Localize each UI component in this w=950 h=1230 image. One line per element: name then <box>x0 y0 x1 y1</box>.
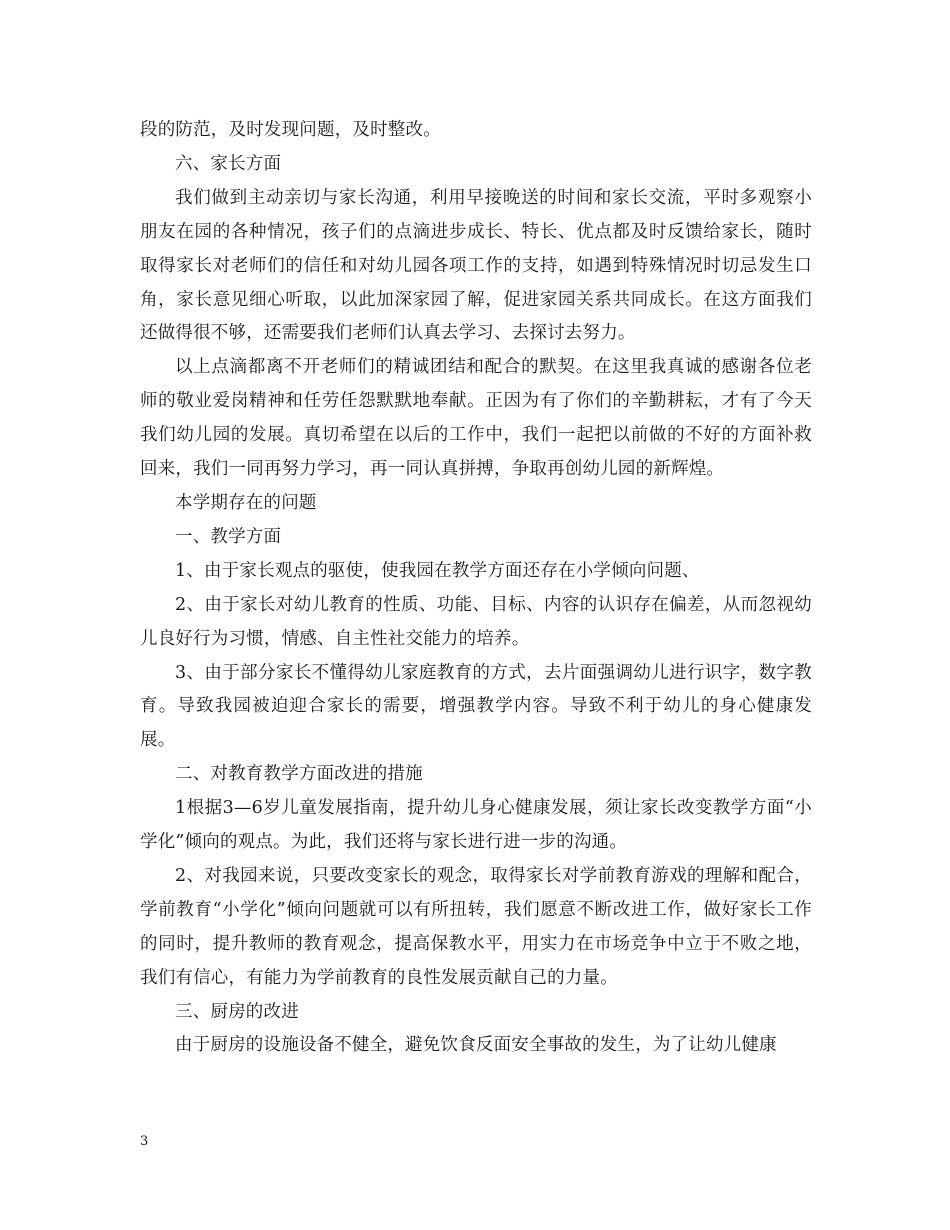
section-heading-measures: 二、对教育教学方面改进的措施 <box>175 764 423 785</box>
section-heading-teaching: 一、教学方面 <box>175 526 282 547</box>
section-heading-problems: 本学期存在的问题 <box>175 492 317 513</box>
list-item: 1、由于家长观点的驱使，使我园在教学方面还存在小学倾向问题、 <box>175 560 700 581</box>
list-item: 1根据3—6岁儿童发展指南，提升幼儿身心健康发展，须让家长改变教学方面“小学化”倾向的观点。为此，我们还将与家长进行进一步的沟通。 <box>140 798 812 853</box>
paragraph: 我们做到主动亲切与家长沟通，利用早接晚送的时间和家长交流，平时多观察小朋友在园的各种情况，孩子们的点滴进步成长、特长、优点都及时反馈给家长，随时取得家长对老师们的信任和对幼儿园各项工作的支持，如遇到特殊情况时切忌发生口角，家长意见细心听取，以此加深家园了解，促进家园关系共同成长。在这方面我们还做得很不够，还需要我们老师们认真去学习、去探讨去努力。 <box>140 187 812 344</box>
list-item: 2、对我园来说，只要改变家长的观念，取得家长对学前教育游戏的理解和配合，学前教育“小学化”倾向问题就可以有所扭转，我们愿意不断改进工作，做好家长工作的同时，提升教师的教育观念，提高保教水平，用实力在市场竞争中立于不败之地，我们有信心，有能力为学前教育的良性发展贡献自己的力量。 <box>140 865 812 988</box>
section-heading-parents: 六、家长方面 <box>175 153 282 174</box>
paragraph: 段的防范，及时发现问题，及时整改。 <box>140 120 441 140</box>
page-number: 3 <box>140 1134 149 1149</box>
paragraph: 以上点滴都离不开老师们的精诚团结和配合的默契。在这里我真诚的感谢各位老师的敬业爱岗精神和任劳任怨默默地奉献。正因为有了你们的辛勤耕耘，才有了今天我们幼儿园的发展。真切希望在以后的工作中，我们一起把以前做的不好的方面补救回来，我们一同再努力学习，再一同认真拼搏，争取再创幼儿园的新辉煌。 <box>140 357 812 480</box>
section-heading-kitchen: 三、厨房的改进 <box>175 1001 299 1022</box>
document-body <box>140 114 812 1063</box>
paragraph: 由于厨房的设施设备不健全，避免饮食反面安全事故的发生，为了让幼儿健康 <box>175 1035 777 1056</box>
list-item: 3、由于部分家长不懂得幼儿家庭教育的方式，去片面强调幼儿进行识字，数字教育。导致我园被迫迎合家长的需要，增强教学内容。导致不利于幼儿的身心健康发展。 <box>140 662 812 751</box>
list-item: 2、由于家长对幼儿教育的性质、功能、目标、内容的认识存在偏差，从而忽视幼儿良好行为习惯，情感、自主性社交能力的培养。 <box>140 594 812 649</box>
